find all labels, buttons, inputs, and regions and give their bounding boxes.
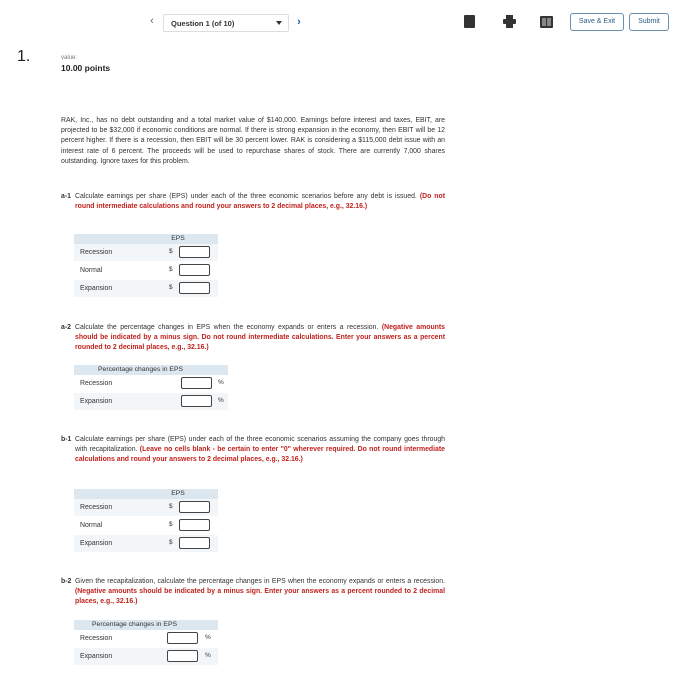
b1-table-header: EPS: [74, 489, 218, 499]
currency-symbol: $: [169, 503, 173, 510]
submit-button[interactable]: Submit: [629, 13, 669, 31]
percent-symbol: %: [205, 652, 211, 659]
b2-expansion-input[interactable]: [167, 650, 198, 662]
part-b2-prompt: [61, 577, 445, 609]
currency-symbol: $: [169, 248, 173, 255]
part-note: (Negative amounts should be indicated by a minus sign. Enter your answers as a percent rounded to 2 decimal places, e.g., 32.16.): [75, 588, 445, 606]
part-text: Calculate the percentage changes in EPS when the economy expands or enters a recession.: [75, 324, 379, 331]
row-label: Recession: [80, 380, 113, 387]
percent-symbol: %: [218, 397, 224, 404]
part-a1-prompt: [61, 192, 445, 224]
question-intro: RAK, Inc., has no debt outstanding and a total market value of $140,000. Earnings before interest and taxes, EBIT, are projected to be $32,000 if economic conditions are normal. If there is strong expansion in the economy, then EBIT will be 12 percent higher. If there is a recession, then EBIT will be 30 percent lower. RAK is considering a $115,000 debt issue with an interest rate of 6 percent. The proceeds will be used to repurchase shares of stock. There are currently 7,000 shares outstanding. Ignore taxes for this problem.: [61, 117, 445, 165]
question-selector[interactable]: [163, 14, 289, 32]
row-label: Expansion: [80, 653, 113, 660]
a1-expansion-input[interactable]: [179, 282, 210, 294]
row-label: Expansion: [80, 285, 113, 292]
currency-symbol: $: [169, 521, 173, 528]
part-a2-prompt: [61, 323, 445, 355]
row-label: Recession: [80, 504, 113, 511]
calculator-icon[interactable]: [464, 15, 475, 28]
row-label: Normal: [80, 267, 103, 274]
a2-expansion-input[interactable]: [181, 395, 212, 407]
chevron-down-icon: [276, 21, 282, 25]
a2-recession-input[interactable]: [181, 377, 212, 389]
row-label: Expansion: [80, 398, 113, 405]
part-tag: b-2: [61, 578, 72, 585]
next-question-button[interactable]: ›: [297, 16, 301, 28]
b2-recession-input[interactable]: [167, 632, 198, 644]
currency-symbol: $: [169, 284, 173, 291]
row-label: Recession: [80, 249, 113, 256]
a2-table-header: Percentage changes in EPS: [74, 365, 228, 375]
part-text: Calculate earnings per share (EPS) under each of the three economic scenarios before any debt is issued.: [75, 193, 417, 200]
percent-symbol: %: [205, 634, 211, 641]
part-tag: a-1: [61, 193, 71, 200]
b2-table-header: Percentage changes in EPS: [74, 620, 218, 630]
value-label: value:: [61, 55, 78, 61]
percent-symbol: %: [218, 379, 224, 386]
b1-recession-input[interactable]: [179, 501, 210, 513]
b1-expansion-input[interactable]: [179, 537, 210, 549]
print-icon[interactable]: [503, 15, 516, 28]
question-selector-label: Question 1 (of 10): [171, 19, 235, 28]
currency-symbol: $: [169, 266, 173, 273]
currency-symbol: $: [169, 539, 173, 546]
question-number: 1.: [17, 48, 31, 65]
part-note: (Leave no cells blank - be certain to enter "0" wherever required. Do not round intermediate calculations and round your answers to 2 decimal places, e.g., 32.16.): [75, 446, 446, 464]
save-exit-button[interactable]: Save & Exit: [570, 13, 624, 31]
part-b1-prompt: [61, 435, 445, 479]
part-note: (Do not round intermediate calculations and round your answers to 2 decimal places, e.g., 32.16.): [75, 193, 445, 211]
b1-normal-input[interactable]: [179, 519, 210, 531]
row-label: Normal: [80, 522, 103, 529]
part-note: (Negative amounts should be indicated by a minus sign. Do not round intermediate calculations. Enter your answers as a percent rounded to 2 decimal places, e.g., 32.16.): [75, 324, 445, 352]
a1-recession-input[interactable]: [179, 246, 210, 258]
part-text: Calculate earnings per share (EPS) under each of the three economic scenarios assuming the company goes through with recapitalization.: [75, 436, 445, 454]
book-icon[interactable]: [540, 15, 553, 27]
a1-normal-input[interactable]: [179, 264, 210, 276]
previous-question-button[interactable]: ‹: [150, 15, 154, 27]
part-tag: a-2: [61, 324, 71, 331]
row-label: Expansion: [80, 540, 113, 547]
part-tag: b-1: [61, 436, 72, 443]
question-points: 10.00 points: [61, 63, 111, 73]
part-text: Given the recapitalization, calculate the percentage changes in EPS when the economy expands or enters a recession.: [75, 578, 445, 585]
a1-table-header: EPS: [74, 234, 218, 244]
row-label: Recession: [80, 635, 113, 642]
